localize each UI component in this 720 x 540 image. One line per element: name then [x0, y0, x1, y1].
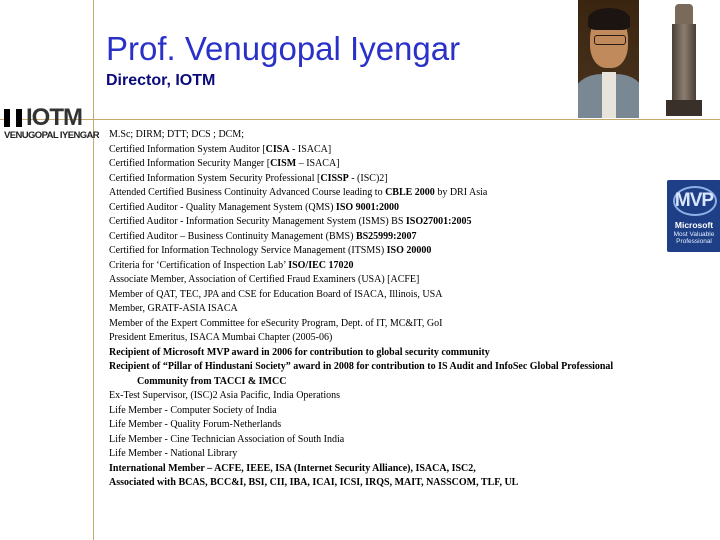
credential-line: President Emeritus, ISACA Mumbai Chapter (2005-06)	[109, 332, 333, 343]
credential-line: Life Member - Computer Society of India	[109, 404, 277, 416]
horizontal-rule	[0, 119, 720, 120]
credential-line: Life Member - National Library	[109, 448, 238, 459]
logo-text: IOTM	[26, 104, 82, 131]
credential-segment: Attended Certified Business Continuity Advanced Course leading to	[109, 187, 386, 198]
credential-segment: ISO 20000	[386, 245, 432, 256]
logo-mark-icon	[4, 109, 22, 127]
mvp-subtitle: Most Valuable Professional	[673, 231, 715, 245]
credential-line	[109, 157, 709, 172]
credential-line: Associate Member, Association of Certified Fraud Examiners (USA) [ACFE]	[109, 274, 420, 285]
credential-segment: Certified Information System Security Professional [	[109, 172, 321, 184]
vertical-rule	[93, 0, 94, 540]
credential-line: Community from TACCI & IMCC	[137, 375, 287, 387]
trophy-top	[675, 4, 693, 26]
mvp-text: MVP	[674, 190, 714, 211]
credential-segment: CISA	[265, 143, 290, 155]
logo-subtext: VENUGOPAL IYENGAR	[4, 130, 100, 141]
iotm-logo	[2, 104, 100, 142]
trophy-base	[666, 100, 702, 116]
credential-segment: Certified Auditor - Quality Management System (QMS)	[109, 201, 336, 213]
credential-segment: ISO27001:2005	[405, 216, 472, 227]
slide-subtitle: Director, IOTM	[106, 72, 216, 89]
trophy-column	[672, 24, 696, 104]
trophy-image	[648, 0, 720, 118]
credential-segment: Criteria for ‘Certification of Inspection Lab’	[109, 259, 289, 271]
credential-segment: ISO 9001:2000	[335, 201, 399, 213]
glasses-shape	[594, 35, 626, 45]
credential-segment: ISO/IEC 17020	[288, 259, 354, 271]
credential-segment: BS25999:2007	[355, 230, 417, 242]
credential-line: Ex-Test Supervisor, (ISC)2 Asia Pacific, India Operations	[109, 390, 341, 401]
credential-line	[109, 230, 709, 245]
credential-segment: Certified Auditor - Information Security Management System (ISMS) BS	[109, 216, 406, 227]
credential-line: Member, GRATF-ASIA ISACA	[109, 303, 238, 314]
credential-line: Recipient of Microsoft MVP award in 2006 for contribution to global security community	[109, 346, 490, 358]
credential-segment: - ISACA]	[289, 143, 332, 155]
mvp-microsoft: Microsoft	[674, 220, 714, 230]
credential-line	[109, 172, 709, 187]
credential-line: Member of QAT, TEC, JPA and CSE for Education Board of ISACA, Illinois, USA	[109, 288, 443, 300]
credential-line: M.Sc; DIRM; DTT; DCS ; DCM;	[109, 129, 245, 140]
credential-segment: Certified Information System Auditor [	[109, 143, 266, 155]
credential-line	[109, 201, 709, 216]
credential-line	[109, 259, 709, 274]
slide-title: Prof. Venugopal Iyengar	[106, 30, 461, 67]
credential-line	[109, 215, 709, 230]
credential-line: Associated with BCAS, BCC&I, BSI, CII, IBA, ICAI, ICSI, IRQS, MAIT, NASSCOM, TLF, UL	[109, 477, 519, 488]
credential-line: Life Member - Cine Technician Association of South India	[109, 433, 345, 445]
credential-line: Recipient of “Pillar of Hindustani Society” award in 2008 for contribution to IS Audit and InfoSec Global Professional	[109, 361, 614, 372]
credential-segment: Certified for Information Technology Service Management (ITSMS)	[109, 245, 387, 256]
credential-segment: CISM	[270, 158, 297, 169]
credential-segment: by DRI Asia	[434, 187, 488, 198]
credential-line	[109, 244, 709, 259]
hair-shape	[588, 8, 630, 30]
credential-line: International Member – ACFE, IEEE, ISA (Internet Security Alliance), ISACA, ISC2,	[109, 462, 476, 474]
credential-segment: CISSP	[320, 172, 349, 184]
credential-line: Member of the Expert Committee for eSecurity Program, Dept. of IT, MC&IT, GoI	[109, 317, 443, 329]
credential-line	[109, 143, 709, 158]
shirt-shape	[602, 72, 616, 118]
credential-line: Life Member - Quality Forum-Netherlands	[109, 419, 282, 430]
credential-segment: - (ISC)2]	[348, 172, 388, 184]
credential-segment: – ISACA]	[296, 158, 340, 169]
credentials-list	[109, 128, 709, 491]
credential-segment: Certified Information Security Manger [	[109, 158, 271, 169]
credential-segment: CBLE 2000	[385, 187, 435, 198]
credential-line	[109, 186, 709, 201]
portrait-photo	[578, 0, 639, 118]
credential-segment: Certified Auditor – Business Continuity Management (BMS)	[109, 230, 356, 242]
